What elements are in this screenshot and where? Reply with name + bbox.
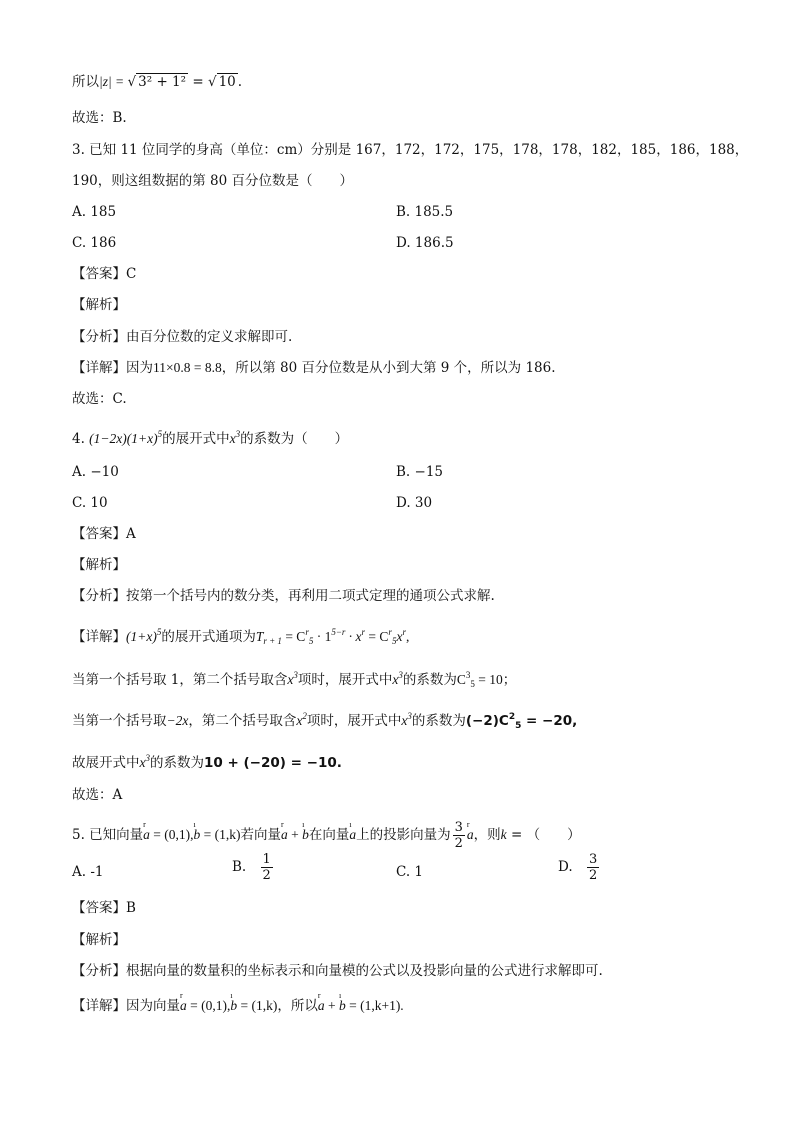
q5-text4: 上的投影向量为 (356, 827, 451, 843)
q5-detail-b-value: = (1,k) (237, 998, 278, 1013)
q3-option-c: C. 186 (72, 235, 117, 251)
q5-option-b-num: 1 (262, 852, 271, 867)
term-T-sub: r + 1 (263, 636, 282, 646)
q4-detail-label: 【详解】 (72, 629, 126, 645)
q5-text1: 5. 已知向量 (72, 827, 144, 843)
q4-x3 (230, 431, 241, 446)
q5-detail-text1: 【详解】因为向量 (72, 998, 180, 1014)
q5-detail-b: ı b (230, 996, 237, 1016)
case1-text2: 项时，展开式中 (297, 672, 393, 688)
q5-text2: 若向量 (240, 827, 282, 843)
sqrt-ten-radicand: 10 (218, 74, 236, 90)
q5-detail-text2: ，所以 (277, 998, 318, 1014)
q5-plus: + (287, 827, 303, 842)
term-x: · x (345, 629, 362, 644)
q4-detail (72, 622, 409, 651)
case1-x3b-exp: 3 (398, 670, 403, 680)
case2-x2-exp: 2 (302, 711, 307, 721)
q4-detail-base-exp: 5 (156, 627, 162, 637)
q5-vector-a3: ı a (349, 825, 356, 845)
conclusion-text1: 故展开式中 (72, 755, 140, 771)
term-C-sup: r (305, 627, 309, 637)
q3-option-d: D. 186.5 (396, 235, 454, 251)
q4-case2 (72, 706, 577, 736)
case2-x2-base: x (296, 713, 303, 728)
case2-combination (466, 713, 577, 729)
case1-C: C (456, 672, 466, 687)
q5-vector-b2: ı b (302, 825, 309, 845)
q5-detail-plus: + (324, 998, 339, 1013)
q5-vector-a2: r a (281, 825, 288, 845)
term-C: = C (281, 629, 306, 644)
term-x2-exp: r (402, 627, 406, 637)
conclusion-x3 (140, 755, 151, 770)
q4-option-b: B. −15 (396, 464, 443, 480)
q4-expr-exp: 5 (157, 429, 163, 439)
case1-C-sup: 3 (465, 670, 471, 680)
q5-detail (72, 996, 404, 1016)
q5-text5: ，则 (473, 827, 501, 843)
case1-text1: 当第一个括号取 1，第二个括号取含 (72, 672, 288, 688)
q3-stem-line1: 3. 已知 11 位同学的身高（单位：cm）分别是 167，172，172，175，178，178，182，185，186，188， (72, 142, 749, 158)
q4-number: 4. (72, 431, 90, 447)
term-comma: , (405, 629, 410, 644)
term-x2: x (396, 629, 403, 644)
case2-result: = −20, (521, 713, 578, 729)
text-suoyi: 所以 (72, 74, 99, 90)
case2-C-sub: 5 (515, 721, 522, 731)
q3-option-a: A. 185 (72, 204, 117, 220)
conclusion-sum: 10 + (−20) = −10. (204, 755, 342, 771)
case1-combination (457, 672, 516, 687)
term-x-exp: r (361, 627, 366, 637)
q3-detail-text: ，所以第 80 百分位数是从小到大第 9 个，所以为 186. (221, 360, 556, 376)
q5-text3: 在向量 (308, 827, 350, 843)
q5-option-b (232, 852, 275, 883)
q5-option-a: A. -1 (72, 864, 104, 880)
term-C2: = C (365, 629, 389, 644)
q5-option-d-label: D. (558, 859, 573, 875)
selection-b: 故选：B. (72, 110, 127, 126)
q5-option-d-num: 3 (588, 852, 598, 867)
q4-answer: 【答案】A (72, 526, 136, 542)
q4-detail-base (126, 629, 161, 644)
q4-case1 (72, 665, 516, 694)
q4-selection: 故选：A (72, 787, 123, 803)
case1-x3a-base: x (287, 672, 294, 687)
q5-option-c: C. 1 (396, 864, 424, 880)
term-one: · 1 (313, 629, 332, 644)
q3-detail-calc: 11×0.8 = 8.8 (153, 360, 222, 375)
q5-detail-b2: ı b (339, 996, 346, 1016)
q5-option-b-den: 2 (262, 868, 271, 883)
term-C2-sup: r (388, 627, 392, 637)
q4-analysis-heading: 【解析】 (72, 557, 126, 573)
q3-detail-label: 【详解】因为 (72, 360, 153, 376)
case2-x3-base: x (401, 713, 408, 728)
q4-expression (89, 431, 162, 446)
q4-option-c: C. 10 (72, 495, 108, 511)
case1-x3a (287, 672, 298, 687)
q5-analysis: 【分析】根据向量的数量积的坐标表示和向量模的公式以及投影向量的公式进行求解即可. (72, 963, 603, 979)
sqrt-sign: √ (127, 74, 137, 90)
q4-option-d: D. 30 (396, 495, 433, 511)
q5-vector-b: ı b (194, 825, 201, 845)
q3-selection: 故选：C. (72, 391, 127, 407)
q4-expr-base: (1−2x)(1+x) (89, 431, 158, 446)
q5-vector-a4: r a (467, 825, 474, 845)
modulus-result-line (72, 72, 242, 92)
q3-analysis-heading: 【解析】 (72, 297, 126, 313)
q5-text6: = （ ） (506, 827, 581, 843)
q3-stem-line2: 190，则这组数据的第 80 百分位数是（ ） (72, 173, 354, 189)
q4-general-term (256, 629, 409, 644)
q5-b-value: = (1,k) (200, 827, 241, 842)
term-T: T (255, 629, 264, 644)
term-C-sub: 5 (308, 636, 314, 646)
q4-stem (72, 424, 348, 449)
case2-text1: 当第一个括号取 (72, 713, 167, 729)
case2-x3 (401, 713, 412, 728)
q4-option-a: A. −10 (72, 464, 119, 480)
q5-option-d (558, 852, 601, 883)
q5-detail-a-value: = (0,1), (186, 998, 231, 1013)
case2-x2 (296, 713, 307, 728)
q5-detail-sum: = (1,k+1). (345, 998, 404, 1013)
case2-minus2x: −2x (166, 713, 189, 728)
q5-stem (72, 820, 581, 851)
sqrt-ten-prefix: = √ (188, 74, 217, 90)
q3-answer: 【答案】C (72, 266, 137, 282)
q4-conclusion (72, 748, 342, 773)
q5-a-value: = (0,1), (149, 827, 194, 842)
case2-text2: ，第二个括号取含 (188, 713, 297, 729)
q5-detail-a2: r a (318, 996, 325, 1016)
conclusion-x3-base: x (139, 755, 146, 770)
sqrt-radicand: 3² + 1² (138, 74, 187, 90)
case2-x3-exp: 3 (407, 711, 412, 721)
q3-option-b: B. 185.5 (396, 204, 454, 220)
case2-text3: 项时，展开式中 (306, 713, 402, 729)
q5-frac-den: 2 (454, 836, 463, 851)
modulus-z: |z| = (99, 74, 128, 89)
q5-fraction (453, 820, 465, 851)
q5-option-b-frac (261, 852, 273, 883)
q5-vector-a: r a (143, 825, 150, 845)
q5-frac-num: 3 (454, 820, 463, 835)
case2-text4: 的系数为 (411, 713, 466, 729)
conclusion-x3-exp: 3 (145, 753, 150, 763)
q3-analysis: 【分析】由百分位数的定义求解即可. (72, 329, 293, 345)
case1-text3: 的系数为 (402, 672, 457, 688)
q4-text1: 的展开式中 (162, 431, 230, 447)
q5-option-d-frac (587, 852, 599, 883)
term-C2-sub: 5 (391, 636, 397, 646)
q4-text2: 的系数为（ ） (240, 431, 349, 447)
case1-result: = 10； (474, 672, 517, 687)
q5-option-d-den: 2 (588, 868, 598, 883)
q4-analysis: 【分析】按第一个括号内的数分类，再利用二项式定理的通项公式求解. (72, 588, 495, 604)
q4-x-exp: 3 (235, 429, 241, 439)
q4-x: x (229, 431, 236, 446)
case1-x3b (392, 672, 403, 687)
q5-k: k (500, 827, 507, 842)
q3-detail (72, 358, 556, 378)
q5-option-b-label: B. (232, 859, 247, 875)
period: . (237, 74, 243, 90)
sqrt-expression (128, 72, 189, 92)
sqrt-ten (217, 72, 238, 92)
conclusion-text2: 的系数为 (150, 755, 204, 771)
q5-analysis-heading: 【解析】 (72, 932, 126, 948)
q4-detail-base-text: (1+x) (126, 629, 157, 644)
case1-x3a-exp: 3 (293, 670, 298, 680)
q5-detail-a: r a (180, 996, 187, 1016)
case1-C-sub: 5 (470, 679, 475, 689)
q4-detail-text: 的展开式通项为 (161, 629, 256, 645)
case2-C-sup: 2 (508, 712, 516, 722)
case2-C: (−2)C (465, 713, 509, 729)
q5-answer: 【答案】B (72, 900, 136, 916)
case1-x3b-base: x (392, 672, 399, 687)
term-one-exp: 5−r (331, 627, 346, 637)
